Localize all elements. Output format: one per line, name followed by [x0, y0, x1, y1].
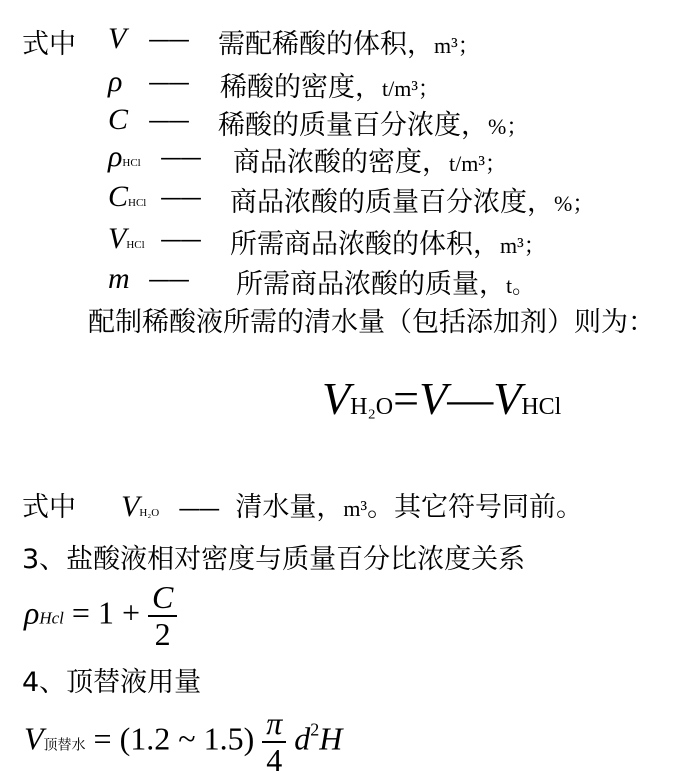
def-symbol: C — [108, 180, 129, 213]
sec3-num: C — [148, 580, 177, 617]
def-symbol: V — [108, 222, 127, 255]
def-unit: m³； — [500, 233, 546, 258]
sec3-den: 2 — [154, 616, 171, 653]
def-symbol: V — [108, 22, 127, 55]
def-unit: t/m³； — [449, 151, 507, 176]
def-dash: —— — [148, 109, 188, 134]
def-dash: —— — [160, 228, 200, 253]
sec3-lhs-sub: Hcl — [39, 608, 64, 628]
water-def-symbol: V — [121, 490, 140, 523]
def-desc-text: 需配稀酸的体积， — [218, 29, 434, 60]
definition-row — [108, 103, 529, 141]
def-dash: —— — [160, 146, 200, 171]
sec4-lhs-sub: 顶替水 — [43, 737, 86, 754]
sec4-rhs: = (1.2 ~ 1.5) — [93, 720, 255, 757]
section3-title: 3、盐酸液相对密度与质量百分比浓度关系 — [22, 544, 526, 575]
sec4-exp: 2 — [310, 719, 320, 740]
section4-formula — [24, 706, 342, 778]
def-symbol: ρ — [108, 65, 123, 98]
formula-equals: = — [393, 373, 420, 424]
def-desc-text: 所需商品浓酸的质量， — [236, 269, 506, 300]
def-description — [218, 22, 480, 61]
def-dash: —— — [148, 268, 188, 293]
water-formula — [322, 372, 561, 425]
def-unit: %； — [488, 114, 529, 139]
sec3-rhs: = 1 + — [71, 594, 140, 631]
water-def-desc: 清水量， — [235, 492, 344, 523]
def-description — [230, 180, 594, 219]
def-description — [230, 222, 546, 261]
def-dash: —— — [148, 71, 188, 96]
sec4-lhs: V — [24, 720, 44, 757]
def-desc-text: 稀酸的质量百分浓度， — [218, 110, 488, 141]
def-dash: —— — [148, 28, 188, 53]
def-sub: HCl — [128, 197, 147, 209]
sec3-lhs: ρ — [24, 594, 40, 631]
def-desc-text: 商品浓酸的密度， — [233, 147, 449, 178]
def-sub: HCl — [126, 239, 145, 251]
def-symbol: C — [108, 103, 129, 136]
def-symbol: ρ — [108, 140, 123, 173]
definition-row — [108, 140, 507, 178]
definitions-intro: 式中 — [22, 29, 76, 60]
sec4-fraction — [262, 706, 286, 778]
formula-rhs-sub: HCl — [521, 394, 562, 420]
def-description — [233, 140, 507, 179]
def-sub: HCl — [122, 157, 141, 169]
def-unit: %； — [554, 191, 595, 216]
def-symbol: m — [108, 262, 130, 295]
water-def-dash: —— — [178, 497, 219, 522]
def-dash: —— — [160, 186, 200, 211]
sec4-num: π — [262, 706, 286, 743]
definition-row — [108, 65, 440, 103]
water-def-unit: m³ — [343, 496, 368, 521]
def-description — [236, 262, 534, 301]
def-unit: t/m³； — [382, 76, 440, 101]
formula-minus: — — [447, 373, 494, 424]
def-description — [218, 103, 528, 142]
def-description — [220, 65, 440, 104]
section3-formula — [24, 580, 177, 652]
def-desc-text: 所需商品浓酸的体积， — [230, 229, 500, 260]
formula-v: V — [419, 373, 448, 424]
sec3-fraction — [148, 580, 177, 652]
formula-rhs-symbol: V — [493, 373, 522, 424]
water-def-tail: 。其它符号同前。 — [367, 492, 584, 523]
sec4-h: H — [319, 720, 343, 757]
section4-title: 4、顶替液用量 — [22, 667, 202, 698]
formula-lhs-symbol: V — [322, 373, 351, 424]
water-def-intro: 式中 — [22, 492, 76, 523]
def-desc-text: 商品浓酸的质量百分浓度， — [230, 187, 554, 218]
definition-row — [108, 262, 535, 300]
def-unit: t。 — [506, 273, 535, 298]
definition-row — [108, 22, 480, 60]
def-unit: m³； — [434, 33, 480, 58]
formula-lhs-sub: H₂O — [350, 394, 394, 420]
definition-row — [108, 180, 595, 218]
def-desc-text: 稀酸的密度， — [220, 72, 382, 103]
sec4-d: d — [294, 720, 311, 757]
water-def-sub: H₂O — [139, 507, 160, 519]
definition-row — [108, 222, 546, 260]
water-definition — [22, 485, 583, 524]
water-intro-text: 配制稀酸液所需的清水量（包括添加剂）则为： — [88, 307, 655, 338]
sec4-den: 4 — [266, 742, 283, 778]
